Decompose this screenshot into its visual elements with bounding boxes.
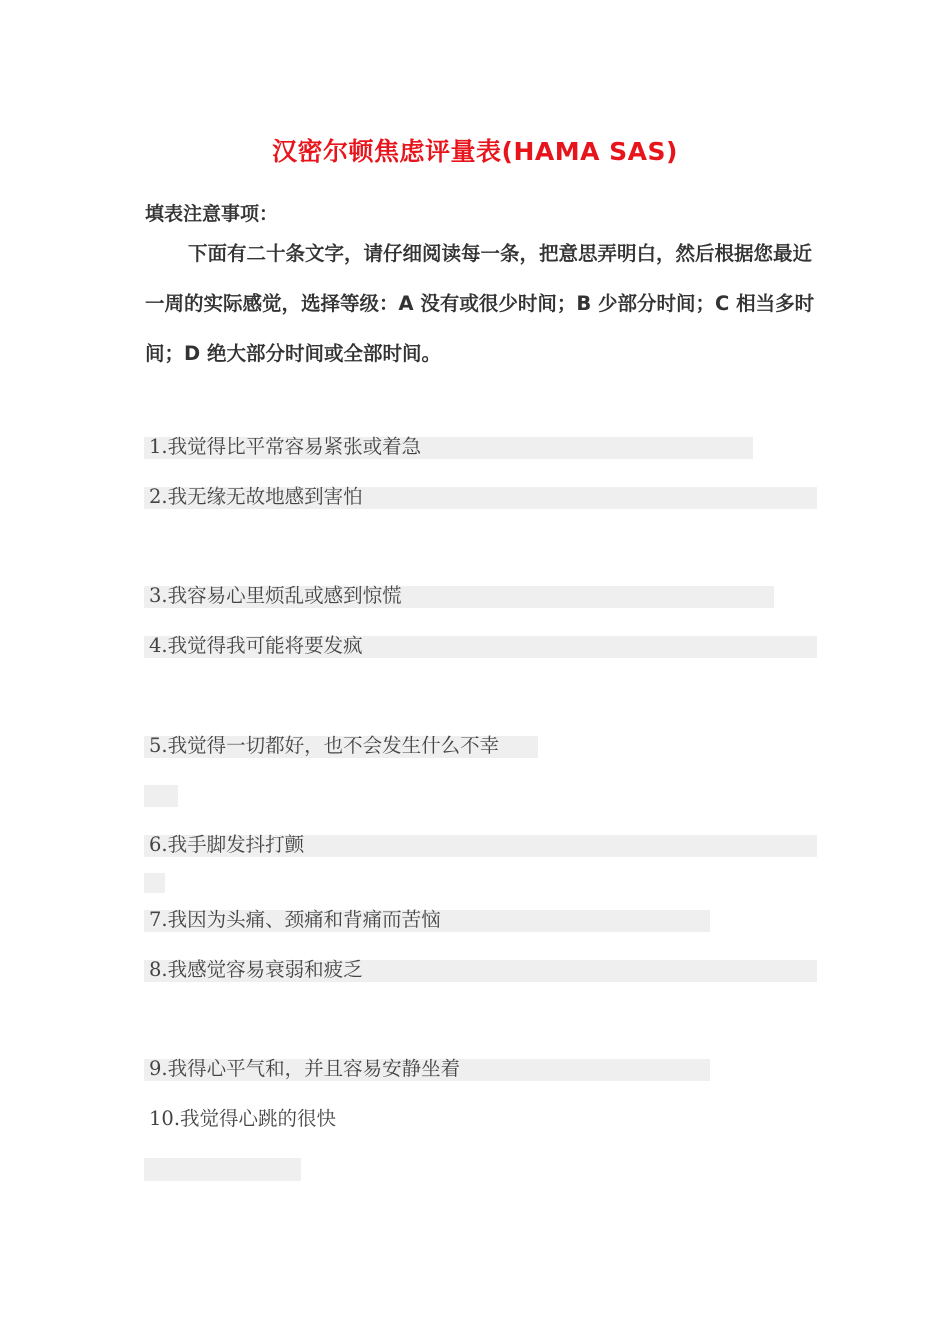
notes-heading: 填表注意事项： bbox=[145, 203, 279, 225]
question-item: 7.我因为头痛、颈痛和背痛而苦恼 bbox=[149, 908, 441, 931]
question-item: 10.我觉得心跳的很快 bbox=[149, 1107, 337, 1130]
question-item: 6.我手脚发抖打颤 bbox=[149, 833, 305, 856]
page-title: 汉密尔顿焦虑评量表(HAMA SAS) bbox=[272, 137, 678, 166]
notes-body: 下面有二十条文字，请仔细阅读每一条，把意思弄明白，然后根据您最近一周的实际感觉，选择等级：A 没有或很少时间；B 少部分时间；C 相当多时间；D 绝大部分时间或全部时间。 bbox=[145, 242, 815, 365]
question-item: 4.我觉得我可能将要发疯 bbox=[149, 634, 363, 657]
item-shade bbox=[144, 785, 178, 807]
question-item: 1.我觉得比平常容易紧张或着急 bbox=[149, 435, 422, 458]
question-item: 2.我无缘无故地感到害怕 bbox=[149, 485, 363, 508]
question-item: 5.我觉得一切都好，也不会发生什么不幸 bbox=[149, 734, 500, 757]
item-shade bbox=[144, 1158, 301, 1181]
question-item: 3.我容易心里烦乱或感到惊慌 bbox=[149, 584, 402, 607]
question-item: 8.我感觉容易衰弱和疲乏 bbox=[149, 958, 363, 981]
item-shade bbox=[144, 873, 165, 893]
question-item: 9.我得心平气和，并且容易安静坐着 bbox=[149, 1057, 461, 1080]
